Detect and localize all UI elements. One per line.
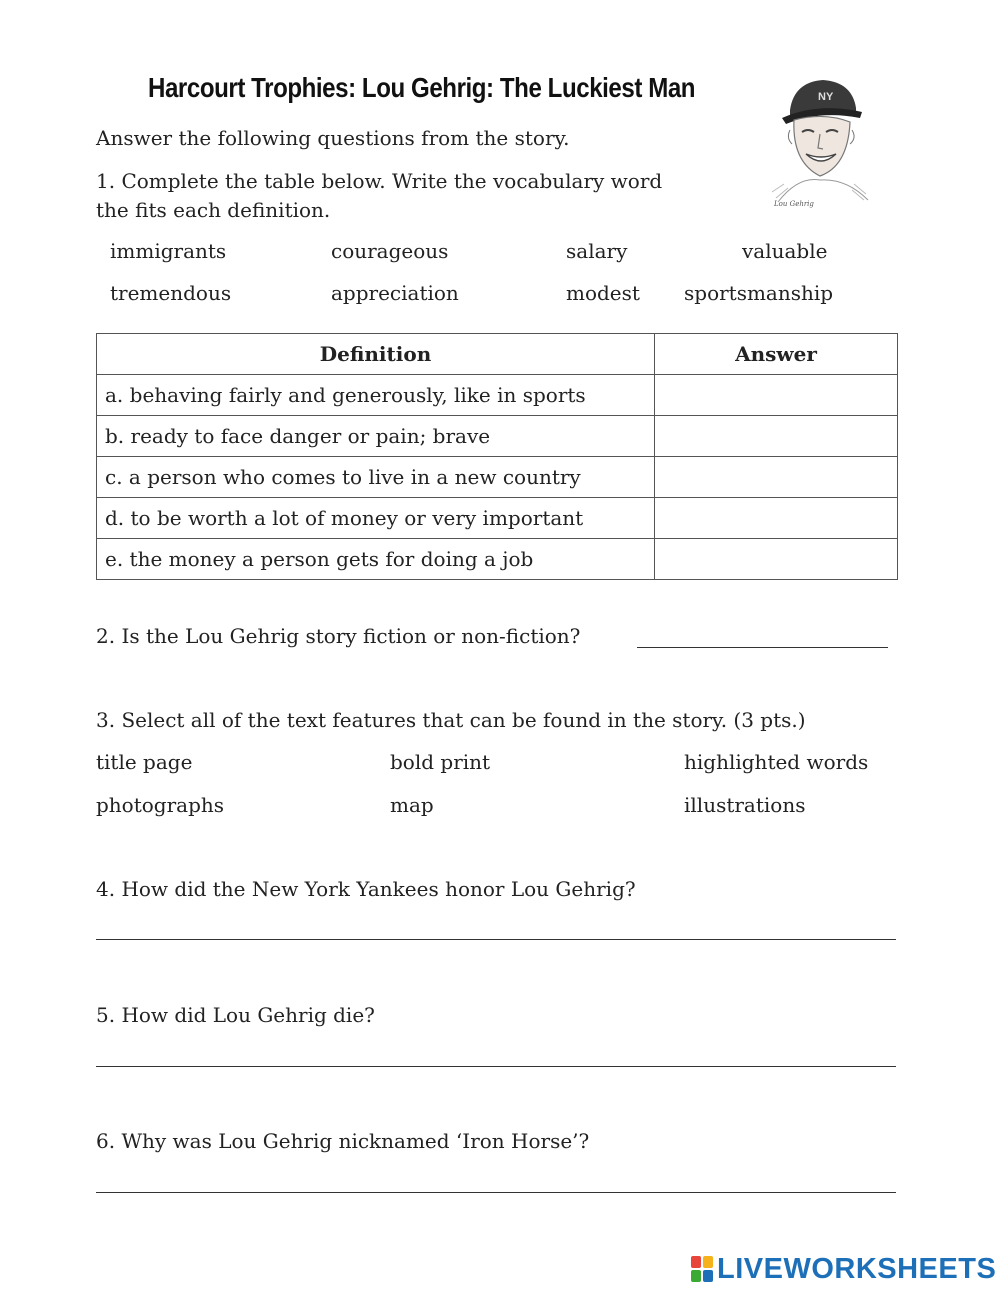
q4-answer-line[interactable]: [96, 939, 896, 940]
q3-prompt: 3. Select all of the text features that can be found in the story. (3 pts.): [96, 708, 806, 732]
q6-answer-line[interactable]: [96, 1192, 896, 1193]
definition-header: Definition: [97, 334, 655, 375]
word-bank-item: salary: [566, 239, 628, 263]
answer-cell[interactable]: [655, 416, 898, 457]
text-feature-option[interactable]: map: [390, 793, 434, 817]
q5-answer-line[interactable]: [96, 1066, 896, 1067]
word-bank-item: courageous: [331, 239, 449, 263]
table-row: [97, 539, 898, 580]
definition-cell: b. ready to face danger or pain; brave: [97, 416, 655, 457]
logo-grid-icon: [691, 1256, 713, 1282]
word-bank-item: modest: [566, 281, 640, 305]
word-bank-item: sportsmanship: [684, 281, 834, 305]
word-bank-item: tremendous: [110, 281, 232, 305]
table-row: [97, 498, 898, 539]
q1-prompt-line1: 1. Complete the table below. Write the vocabulary word: [96, 169, 663, 193]
answer-cell[interactable]: [655, 375, 898, 416]
svg-text:NY: NY: [818, 91, 834, 103]
q1-prompt-line2: the fits each definition.: [96, 198, 331, 222]
word-bank-item: valuable: [742, 239, 828, 263]
lou-gehrig-portrait: [768, 72, 872, 212]
answer-cell[interactable]: [655, 498, 898, 539]
text-feature-option[interactable]: photographs: [96, 793, 225, 817]
vocabulary-table: [96, 333, 898, 580]
table-header-row: [97, 334, 898, 375]
answer-cell[interactable]: [655, 539, 898, 580]
logo-text: LIVEWORKSHEETS: [717, 1252, 997, 1285]
answer-header: Answer: [655, 334, 898, 375]
portrait-signature: Lou Gehrig: [774, 200, 814, 208]
text-feature-option[interactable]: bold print: [390, 750, 491, 774]
definition-cell: a. behaving fairly and generously, like in sports: [97, 375, 655, 416]
text-feature-option[interactable]: highlighted words: [684, 750, 869, 774]
definition-cell: d. to be worth a lot of money or very important: [97, 498, 655, 539]
q2-prompt: 2. Is the Lou Gehrig story fiction or non-fiction?: [96, 624, 581, 648]
word-bank-item: immigrants: [110, 239, 227, 263]
table-row: [97, 375, 898, 416]
q6-prompt: 6. Why was Lou Gehrig nicknamed ‘Iron Horse’?: [96, 1129, 590, 1153]
q4-prompt: 4. How did the New York Yankees honor Lou Gehrig?: [96, 877, 636, 901]
q5-prompt: 5. How did Lou Gehrig die?: [96, 1003, 375, 1027]
answer-cell[interactable]: [655, 457, 898, 498]
q2-answer-line[interactable]: [637, 647, 888, 648]
worksheet-title: Harcourt Trophies: Lou Gehrig: The Luckiest Man: [148, 72, 696, 103]
word-bank-item: appreciation: [331, 281, 459, 305]
table-row: [97, 416, 898, 457]
table-row: [97, 457, 898, 498]
liveworksheets-logo: [691, 1254, 996, 1284]
text-feature-option[interactable]: title page: [96, 750, 193, 774]
text-feature-option[interactable]: illustrations: [684, 793, 806, 817]
definition-cell: c. a person who comes to live in a new country: [97, 457, 655, 498]
instructions: Answer the following questions from the story.: [96, 126, 570, 150]
definition-cell: e. the money a person gets for doing a job: [97, 539, 655, 580]
